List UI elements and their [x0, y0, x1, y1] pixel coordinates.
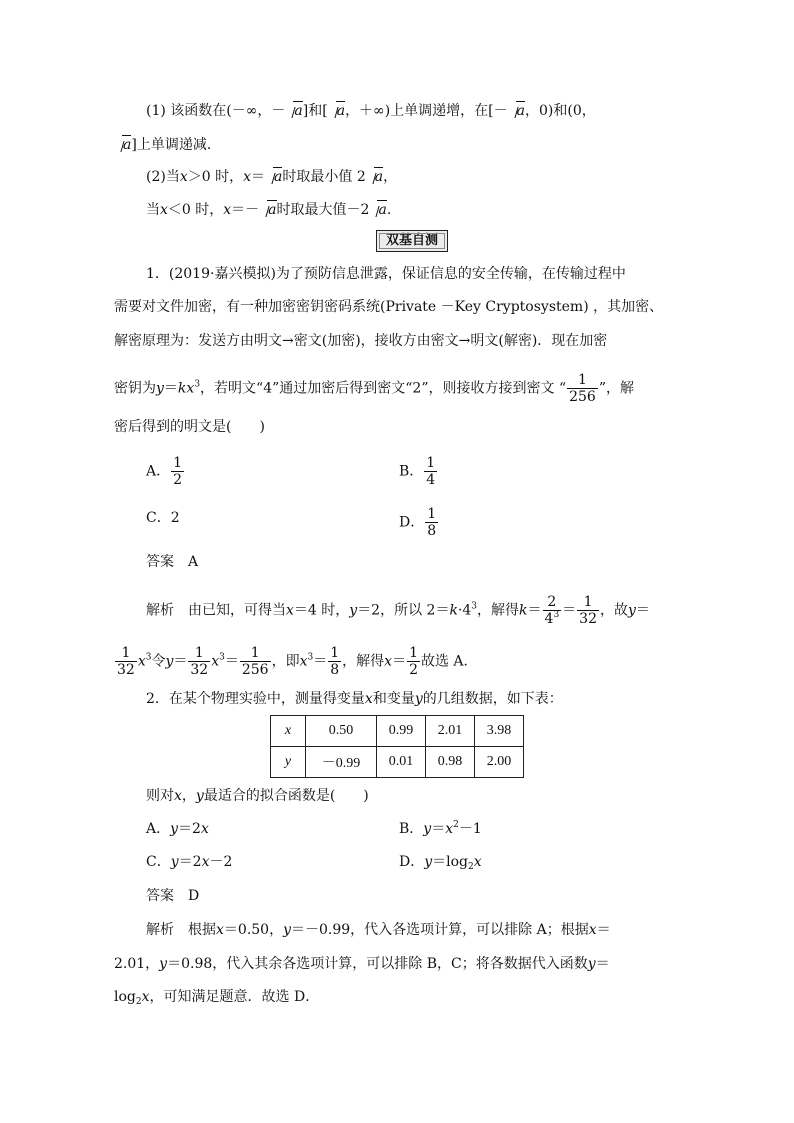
- q1-option-c: [146, 508, 180, 528]
- table-cell: [271, 747, 306, 778]
- table-cell: 0.50: [306, 716, 377, 747]
- text-span: 1: [426, 455, 436, 471]
- text-span: 故选 A．: [420, 653, 478, 670]
- table-cell: 2.01: [426, 716, 475, 747]
- q2-option-b: [399, 819, 482, 839]
- text-span: 密钥为: [114, 380, 156, 397]
- sqrt-expression: [115, 135, 131, 155]
- math-variable: a: [378, 202, 387, 218]
- superscript: 3: [553, 610, 560, 620]
- math-variable: x: [216, 922, 224, 938]
- fraction: [425, 506, 438, 539]
- text-span: 1: [583, 594, 593, 610]
- text-span: 256: [241, 662, 269, 678]
- text-span: A．: [146, 821, 171, 837]
- math-variable: x: [141, 989, 150, 1005]
- text-span: ＝2: [178, 854, 202, 870]
- sqrt-expression: [329, 101, 345, 121]
- text-span: －2: [209, 854, 233, 870]
- text-span: 32: [190, 662, 209, 678]
- text-span: C．: [146, 510, 171, 526]
- text-span: 4: [544, 611, 554, 627]
- q2-ask: [146, 786, 369, 806]
- math-variable: y: [165, 653, 174, 670]
- math-variable: y: [170, 854, 179, 870]
- text-span: 1: [121, 645, 131, 661]
- q2-solution-line-2: [114, 954, 610, 974]
- text-span: ＝: [596, 922, 611, 938]
- fraction: [240, 645, 271, 678]
- text-span: ＝: [635, 602, 650, 619]
- math-variable: x: [384, 653, 393, 670]
- intro-line-4: [146, 200, 391, 220]
- text-span: (1) 该函数在(－∞，－: [146, 103, 286, 119]
- text-span: 时取最小值 2: [282, 169, 366, 185]
- text-span: A．: [146, 463, 171, 480]
- math-variable: y: [349, 602, 358, 619]
- text-span: ＝: [251, 169, 266, 185]
- text-span: D: [188, 888, 200, 904]
- text-span: ＝0.50，: [223, 922, 284, 938]
- table-cell: 0.98: [426, 747, 475, 778]
- table-cell: 2.00: [475, 747, 524, 778]
- math-variable: y: [195, 788, 204, 804]
- text-span: ＝: [595, 956, 610, 972]
- text-span: ”，解: [598, 380, 635, 397]
- text-span: 当: [146, 202, 160, 218]
- text-span: A: [188, 554, 199, 570]
- text-span: 2: [173, 472, 183, 488]
- text-span: ＝4 时，: [293, 602, 350, 619]
- text-span: 答案: [146, 554, 174, 570]
- text-span: ，可知满足题意．故选 D．: [149, 989, 320, 1005]
- fraction: [115, 645, 137, 678]
- sqrt-expression: [266, 167, 282, 187]
- text-span: ，0)和(0，: [525, 103, 596, 119]
- math-variable: a: [336, 103, 346, 119]
- superscript: 3: [307, 652, 314, 663]
- q1-solution-line-2: $\frac{1}{32}$ $x^3$令y＝ $\frac{1}{32}$ $x^3=$ $\frac{1}{256}$ ，即$x^3=$ $\frac{1}{8}$ ，解得x＝ $\frac{1}{2}$ 故选 A．: [117, 645, 478, 678]
- q2-option-c: [146, 852, 232, 872]
- text-span: B．: [399, 463, 424, 480]
- text-span: 1: [427, 506, 437, 522]
- sqrt-expression: [286, 101, 302, 121]
- table-cell: －0.99: [306, 747, 377, 778]
- q1-solution-line-1: 解析 由已知，可得当x＝4 时，y＝2，所以 $2=k\cdot 4^3$，解得k＝ $\frac{2}{4^3}$ ＝ $\frac{1}{32}$ ，故y＝: [146, 594, 650, 627]
- text-span: 由已知，可得当: [188, 602, 286, 619]
- section-label-shuangji-zice: 双基自测: [376, 230, 448, 252]
- text-span: ，: [181, 788, 196, 804]
- math-variable: y: [156, 380, 164, 397]
- text-span: (2)当: [146, 169, 180, 185]
- superscript: 3: [471, 601, 478, 612]
- q1-option-a: [146, 455, 185, 488]
- table-row-x: [271, 716, 524, 747]
- text-span: 2: [547, 594, 557, 610]
- text-span: D．: [399, 854, 425, 870]
- math-variable: a: [123, 137, 132, 153]
- text-span: ，若明文“4”通过加密后得到密文“2”，则接收方接到密文 “: [200, 380, 567, 397]
- q1-option-b: [399, 455, 438, 488]
- q1-line-5: 密后得到的明文是( ): [114, 419, 265, 435]
- fraction: [328, 645, 341, 678]
- subscript: 2: [468, 862, 474, 872]
- fraction-1-256: [567, 372, 598, 405]
- text-span: [543, 610, 562, 627]
- data-table: [270, 715, 524, 778]
- q1-answer: [146, 552, 198, 572]
- text-span: 答案: [146, 888, 174, 904]
- text-span: ·4: [457, 602, 472, 619]
- sqrt-expression: [509, 101, 525, 121]
- math-variable: y: [587, 956, 596, 972]
- math-variable: x: [211, 653, 220, 670]
- intro-line-3: [146, 167, 397, 187]
- math-variable: x: [200, 821, 209, 837]
- math-variable: k: [519, 602, 528, 619]
- text-span: 和变量: [372, 691, 415, 707]
- superscript: 3: [145, 652, 152, 663]
- sqrt-expression: [260, 200, 276, 220]
- q2-option-a: [146, 819, 209, 839]
- text-span: ]和[: [302, 103, 328, 119]
- math-variable: x: [179, 169, 188, 185]
- text-span: 32: [117, 662, 135, 678]
- text-span: 的几组数据，如下表：: [422, 691, 563, 707]
- text-span: 2: [170, 510, 180, 526]
- fraction: [407, 645, 420, 678]
- math-variable: y: [424, 854, 433, 870]
- text-span: 1: [173, 455, 183, 471]
- q1-line-4: 密钥为$y=kx^3$，若明文“4”通过加密后得到密文“2”，则接收方接到密文 “ $\frac{1}{256}$ ”，解: [114, 372, 635, 405]
- math-variable: a: [268, 202, 277, 218]
- math-variable: a: [274, 169, 283, 185]
- math-variable: x: [445, 821, 454, 837]
- subscript: 2: [135, 997, 142, 1007]
- text-span: ，解得: [342, 653, 385, 670]
- text-span: ＝2: [178, 821, 201, 837]
- math-variable: x: [364, 691, 373, 707]
- math-variable: x: [223, 202, 232, 218]
- q1-line-2: 需要对文件加密，有一种加密密钥密码系统(Private －Key Cryptosystem) ，其加密、: [114, 299, 664, 315]
- text-span: －1: [458, 821, 482, 837]
- table-cell: 3.98: [475, 716, 524, 747]
- math-variable: x: [137, 653, 146, 670]
- text-span: 解析: [146, 922, 174, 938]
- math-variable: a: [374, 169, 384, 185]
- q2-option-d: [399, 852, 482, 872]
- text-span: 解析: [146, 602, 174, 619]
- sqrt-expression: [367, 167, 383, 187]
- text-span: ＝0.98，代入其余各选项计算，可以排除 B，C；将各数据代入函数: [167, 956, 588, 972]
- text-span: ＝－0.99，代入各选项计算，可以排除 A；根据: [291, 922, 589, 938]
- text-span: 1: [194, 645, 204, 661]
- q1-line-3: 解密原理为：发送方由明文→密文(加密)，接收方由密文→明文(解密)．现在加密: [114, 333, 608, 349]
- table-cell: 0.99: [377, 716, 426, 747]
- math-variable: a: [294, 103, 303, 119]
- text-span: 1: [250, 645, 260, 661]
- math-variable: x: [243, 169, 252, 185]
- text-span: 1: [330, 645, 340, 661]
- math-variable: x: [588, 922, 597, 938]
- math-variable: k: [449, 602, 458, 619]
- text-span: [271, 716, 524, 778]
- math-variable: x: [286, 602, 294, 619]
- text-span: ，＋∞)上单调递增，在[－: [345, 103, 508, 119]
- math-variable: x: [473, 854, 482, 870]
- text-span: ，: [383, 169, 398, 185]
- text-span: ]上单调递减．: [131, 137, 221, 153]
- table-cell: 0.01: [377, 747, 426, 778]
- math-variable: x: [201, 854, 210, 870]
- math-variable: y: [284, 754, 292, 769]
- text-span: 1: [578, 372, 587, 388]
- math-variable: y: [628, 602, 636, 619]
- q2-solution-line-1: [146, 920, 611, 940]
- q2-answer: [146, 886, 199, 906]
- q2-intro: [146, 689, 563, 709]
- math-variable: x: [160, 202, 168, 218]
- text-span: ，即: [271, 653, 300, 670]
- text-span: D．: [399, 514, 425, 531]
- text-span: C．: [146, 854, 171, 870]
- math-variable: a: [516, 103, 526, 119]
- text-span: 8: [330, 662, 340, 678]
- text-span: 则对: [146, 788, 174, 804]
- fraction: [188, 645, 210, 678]
- text-span: 根据: [188, 922, 216, 938]
- text-span: .: [386, 202, 392, 218]
- intro-line-1: [146, 101, 596, 121]
- q1-option-d: [399, 506, 439, 539]
- math-variable: y: [423, 821, 432, 837]
- math-variable: y: [170, 821, 179, 837]
- text-span: ＝log: [432, 854, 469, 870]
- fraction: [543, 594, 562, 627]
- text-span: 256: [569, 389, 596, 405]
- table-cell: [271, 716, 306, 747]
- text-span: 最适合的拟合函数是( ): [203, 788, 369, 804]
- text-span: ＞0 时，: [187, 169, 244, 185]
- text-span: ＜0 时，: [167, 202, 224, 218]
- text-span: 1: [409, 645, 418, 661]
- math-variable: y: [414, 691, 423, 707]
- text-span: 32: [579, 611, 597, 627]
- fraction: [424, 455, 437, 488]
- intro-line-2: [114, 135, 221, 155]
- text-span: 8: [427, 523, 437, 539]
- text-span: B．: [399, 821, 424, 837]
- text-span: 时取最大值－2: [276, 202, 370, 218]
- text-span: 4: [426, 472, 436, 488]
- superscript: 3: [194, 379, 201, 390]
- text-span: log: [114, 989, 136, 1005]
- text-span: 2．在某个物理实验中，测量得变量: [146, 691, 365, 707]
- superscript: 2: [453, 820, 459, 830]
- fraction: [577, 594, 599, 627]
- math-variable: y: [283, 922, 291, 938]
- math-variable: y: [159, 956, 168, 972]
- text-span: ，故: [600, 602, 628, 619]
- q1-line-1: 1．(2019·嘉兴模拟)为了预防信息泄露，保证信息的安全传输，在传输过程中: [146, 266, 626, 282]
- math-variable: x: [284, 723, 292, 738]
- text-span: ＝2，所以 2＝: [357, 602, 450, 619]
- text-span: 令: [151, 653, 166, 670]
- text-span: ＝: [431, 821, 446, 837]
- math-variable: k: [177, 380, 187, 397]
- table-row-y: [271, 747, 524, 778]
- math-variable: x: [174, 788, 182, 804]
- fraction: [171, 455, 184, 488]
- text-span: 2: [409, 662, 418, 678]
- sqrt-expression: [370, 200, 386, 220]
- text-span: 2.01，: [114, 956, 160, 972]
- text-span: ，解得: [477, 602, 520, 619]
- superscript: 3: [219, 652, 225, 663]
- math-variable: x: [186, 380, 195, 397]
- text-span: ＝－: [231, 202, 260, 218]
- math-variable: x: [299, 653, 308, 670]
- q2-solution-line-3: [114, 987, 319, 1007]
